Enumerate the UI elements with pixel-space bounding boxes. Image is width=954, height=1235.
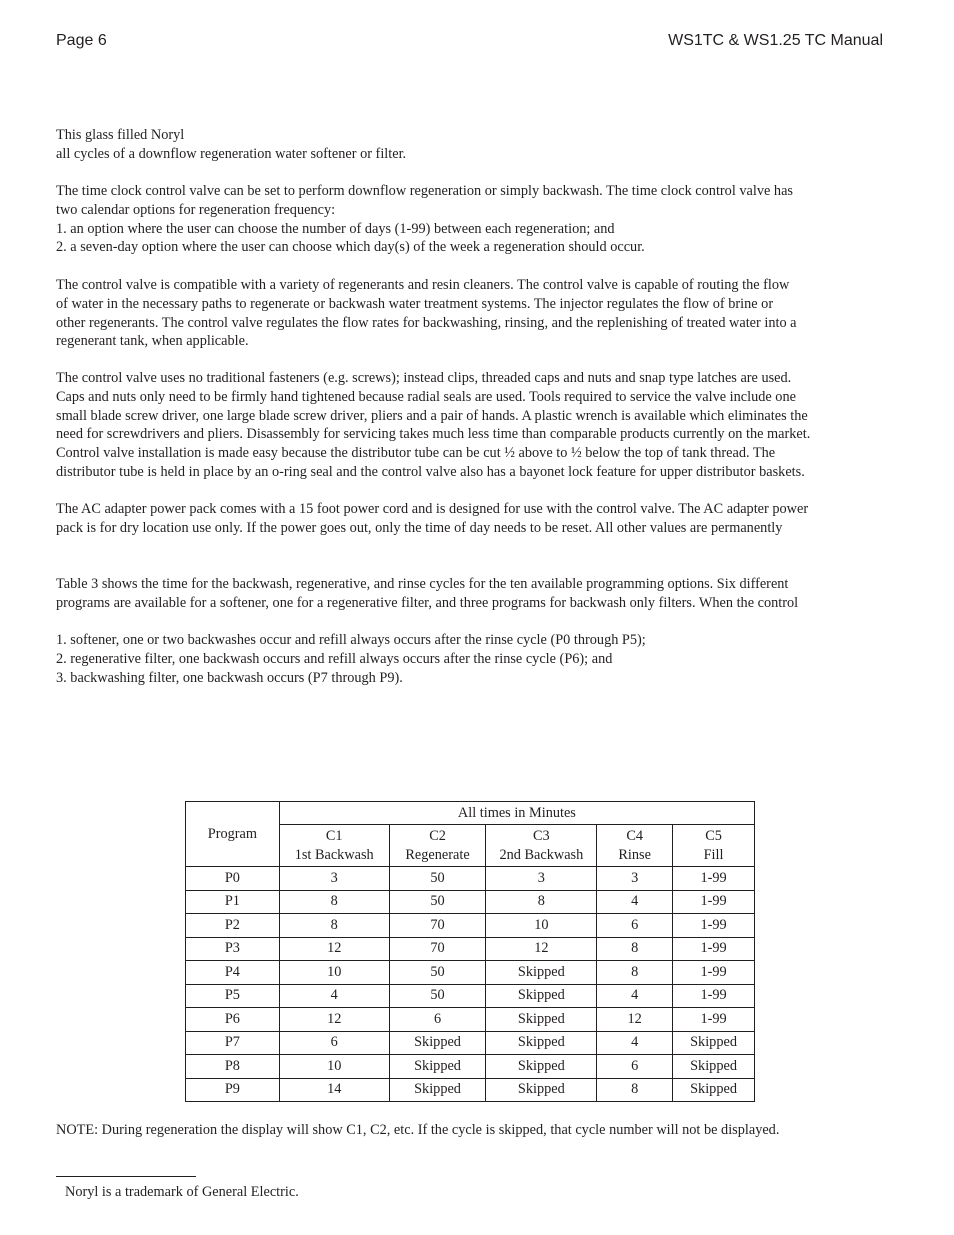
text-line: Table 3 shows the time for the backwash, regenerative, and rinse cycles for the ten available programming options. Six different	[56, 576, 789, 592]
time-cell: Skipped	[486, 961, 597, 985]
text-line: 2. a seven-day option where the user can choose which day(s) of the week a regeneration should occur.	[56, 239, 645, 256]
time-cell: 8	[279, 914, 389, 938]
column-header	[597, 825, 673, 867]
text-line: small blade screw driver, one large blade screw driver, pliers and a pair of hands. A plastic wrench is available which eliminates the	[56, 407, 808, 424]
time-cell: 14	[279, 1078, 389, 1102]
time-cell: 8	[279, 890, 389, 914]
time-cell: Skipped	[486, 1055, 597, 1079]
time-cell: 3	[597, 867, 673, 891]
time-cell: Skipped	[389, 1055, 486, 1079]
table-row	[186, 1031, 755, 1055]
program-cell: P9	[186, 1078, 280, 1102]
time-cell: 50	[389, 890, 486, 914]
time-cell: 1-99	[673, 914, 755, 938]
time-cell: 50	[389, 984, 486, 1008]
page-number: Page 6	[56, 32, 107, 49]
time-cell: 1-99	[673, 984, 755, 1008]
column-label: Rinse	[618, 846, 651, 863]
program-list	[56, 631, 886, 687]
time-cell: 1-99	[673, 867, 755, 891]
text-line: pack is for dry location use only. If the power goes out, only the time of day needs to be reset. All other values are permanently	[56, 519, 783, 536]
time-cell: 4	[279, 984, 389, 1008]
list-item: 1. softener, one or two backwashes occur and refill always occurs after the rinse cycle (P0 through P5);	[56, 632, 646, 648]
manual-title: WS1TC & WS1.25 TC Manual	[668, 32, 883, 49]
text-line: The AC adapter power pack comes with a 15 foot power cord and is designed for use with the control valve. The AC adapter power	[56, 501, 809, 517]
time-cell: 70	[389, 937, 486, 961]
paragraph-programs	[56, 575, 886, 613]
program-cell: P5	[186, 984, 280, 1008]
time-cell: 1-99	[673, 961, 755, 985]
time-cell: 8	[486, 890, 597, 914]
time-cell: 8	[597, 961, 673, 985]
text-line: other regenerants. The control valve regulates the flow rates for backwashing, rinsing, and the replenishing of treated water into a	[56, 314, 797, 331]
list-item: 2. regenerative filter, one backwash occurs and refill always occurs after the rinse cycle (P6); and	[56, 650, 613, 667]
table-row	[186, 937, 755, 961]
time-cell: 6	[597, 914, 673, 938]
text-line: two calendar options for regeneration frequency:	[56, 201, 336, 218]
time-cell: 3	[486, 867, 597, 891]
time-cell: 6	[597, 1055, 673, 1079]
column-header	[279, 825, 389, 867]
column-label: 2nd Backwash	[499, 846, 584, 863]
paragraph-power	[56, 500, 886, 538]
time-cell: 4	[597, 1031, 673, 1055]
time-cell: 8	[597, 937, 673, 961]
table-row	[186, 890, 755, 914]
text-line: programs are available for a softener, one for a regenerative filter, and three programs for backwash only filters. When the control	[56, 594, 799, 611]
program-cell: P0	[186, 867, 280, 891]
time-cell: 12	[597, 1008, 673, 1032]
time-cell: 6	[389, 1008, 486, 1032]
column-label: Fill	[703, 846, 724, 863]
time-cell: 1-99	[673, 890, 755, 914]
time-cell: 1-99	[673, 1008, 755, 1032]
column-header	[673, 825, 755, 867]
time-cell: 10	[279, 961, 389, 985]
footnote: Noryl is a trademark of General Electric.	[65, 1184, 299, 1200]
times-group-header: All times in Minutes	[279, 802, 754, 825]
column-code: C3	[533, 828, 550, 844]
text-line: 1. an option where the user can choose the number of days (1-99) between each regeneration; and	[56, 220, 615, 237]
time-cell: Skipped	[673, 1055, 755, 1079]
text-line: The control valve is compatible with a variety of regenerants and resin cleaners. The control valve is capable of routing the flow	[56, 277, 790, 293]
time-cell: 50	[389, 867, 486, 891]
table-body	[186, 867, 755, 1102]
time-cell: 10	[486, 914, 597, 938]
table-row	[186, 1055, 755, 1079]
column-code: C2	[429, 828, 446, 844]
time-cell: Skipped	[486, 1008, 597, 1032]
time-cell: Skipped	[486, 1031, 597, 1055]
text-line: regenerant tank, when applicable.	[56, 333, 249, 350]
time-cell: 10	[279, 1055, 389, 1079]
text-line: Control valve installation is made easy because the distributor tube can be cut ½ above to ½ below the top of tank thread. The	[56, 445, 776, 462]
time-cell: Skipped	[389, 1031, 486, 1055]
program-cell: P2	[186, 914, 280, 938]
time-cell: Skipped	[486, 1078, 597, 1102]
program-cell: P3	[186, 937, 280, 961]
table-row	[186, 1078, 755, 1102]
paragraph-intro	[56, 126, 886, 164]
time-cell: Skipped	[389, 1078, 486, 1102]
program-cell: P6	[186, 1008, 280, 1032]
time-cell: 12	[279, 1008, 389, 1032]
time-cell: 4	[597, 984, 673, 1008]
time-cell: 8	[597, 1078, 673, 1102]
list-item: 3. backwashing filter, one backwash occurs (P7 through P9).	[56, 669, 403, 686]
text-line: Caps and nuts only need to be firmly hand tightened because radial seals are used. Tools required to service the valve include one	[56, 388, 796, 405]
column-code: C1	[325, 828, 343, 844]
text-line: This glass filled Noryl	[56, 127, 185, 143]
footnote-divider	[56, 1176, 196, 1177]
text-line: all cycles of a downflow regeneration water softener or filter.	[56, 145, 407, 162]
program-cell: P7	[186, 1031, 280, 1055]
column-label: 1st Backwash	[294, 846, 374, 863]
table-note: NOTE: During regeneration the display will show C1, C2, etc. If the cycle is skipped, that cycle number will not be displayed.	[56, 1122, 780, 1138]
time-cell: Skipped	[673, 1031, 755, 1055]
table-row	[186, 1008, 755, 1032]
text-line: The control valve uses no traditional fasteners (e.g. screws); instead clips, threaded caps and nuts and snap type latches are used.	[56, 370, 792, 386]
time-cell: 50	[389, 961, 486, 985]
time-cell: 4	[597, 890, 673, 914]
program-cell: P1	[186, 890, 280, 914]
table-row	[186, 914, 755, 938]
text-line: The time clock control valve can be set to perform downflow regeneration or simply backwash. The time clock control valve has	[56, 183, 793, 199]
table-row	[186, 961, 755, 985]
text-line: of water in the necessary paths to regenerate or backwash water treatment systems. The injector regulates the flow of brine or	[56, 295, 774, 312]
time-cell: Skipped	[673, 1078, 755, 1102]
program-header: Program	[186, 802, 280, 867]
time-cell: 3	[279, 867, 389, 891]
time-cell: 70	[389, 914, 486, 938]
column-header	[389, 825, 486, 867]
column-label: Regenerate	[405, 846, 470, 863]
column-code: C4	[626, 828, 644, 844]
program-cell: P8	[186, 1055, 280, 1079]
table-row	[186, 867, 755, 891]
paragraph-regenerants	[56, 276, 886, 351]
column-code: C5	[705, 828, 722, 844]
time-cell: 12	[279, 937, 389, 961]
time-cell: Skipped	[486, 984, 597, 1008]
paragraph-fasteners	[56, 369, 886, 482]
paragraph-calendar	[56, 182, 886, 257]
table-row	[186, 984, 755, 1008]
text-line: distributor tube is held in place by an o-ring seal and the control valve also has a bayonet lock feature for upper distributor baskets.	[56, 463, 805, 480]
time-cell: 12	[486, 937, 597, 961]
program-cycle-table	[185, 801, 755, 1102]
time-cell: 1-99	[673, 937, 755, 961]
time-cell: 6	[279, 1031, 389, 1055]
text-line: need for screwdrivers and pliers. Disassembly for servicing takes much less time than comparable products currently on the market.	[56, 426, 811, 443]
column-header	[486, 825, 597, 867]
program-cell: P4	[186, 961, 280, 985]
